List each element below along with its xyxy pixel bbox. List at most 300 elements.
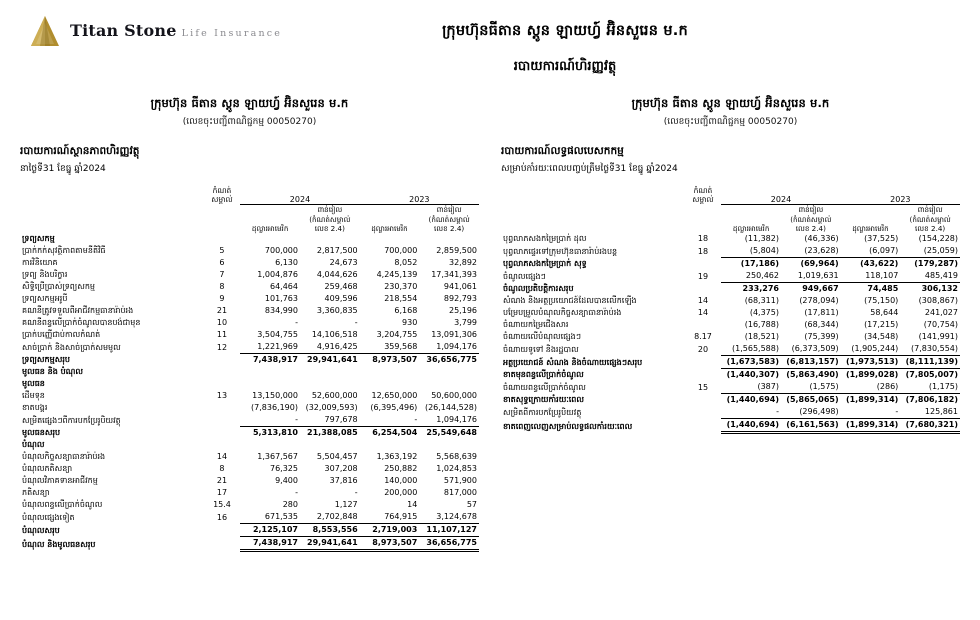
- row-value-2023-khr: (8,111,139): [900, 356, 960, 369]
- statement-title-right: របាយការណ៍លទ្ធផលបេសកកម្ម: [501, 145, 624, 157]
- row-value-2024-khr: (6,813,157): [781, 356, 841, 369]
- row-label: បុព្វលាភផ្ទេរទៅក្រុមហ៊ុនធានារ៉ាប់រងបន្ត: [503, 246, 618, 256]
- unit-khr-line3: លេខ 2.4): [314, 223, 345, 233]
- row-value-2023-usd: (1,899,028): [841, 369, 901, 382]
- row-note: [204, 233, 241, 245]
- row-label: បុព្វលាភសងកម្រៃប្រាក់ សុទ្ធ: [503, 259, 587, 269]
- registration-number-right: (លេខចុះបញ្ជីពាណិជ្ជកម្ម 00050270): [663, 117, 798, 127]
- row-note: 11: [216, 330, 228, 340]
- row-value-2024-usd: (11,382): [744, 234, 779, 244]
- row-label: ចំណូលផ្សេងៗ: [503, 271, 546, 281]
- table-row: [20, 524, 479, 537]
- financial-position-rows: [20, 233, 479, 551]
- row-value-2023-khr: 2,859,500: [436, 246, 477, 256]
- table-row: [20, 439, 479, 451]
- table-row: [20, 341, 479, 354]
- row-note: 5: [219, 246, 225, 256]
- row-value-2023-khr: 1,094,176: [436, 342, 477, 352]
- row-value-2024-khr: 29,941,641: [300, 354, 360, 367]
- row-value-2023-khr: (7,806,182): [900, 394, 960, 407]
- row-value-2024-usd: (1,440,307): [721, 369, 781, 382]
- row-value-2023-usd: 8,973,507: [360, 537, 420, 551]
- row-value-2023-usd: (1,899,314): [841, 394, 901, 407]
- row-value-2023-khr: 57: [466, 500, 477, 510]
- row-note: [204, 354, 241, 367]
- row-value-2024-usd: (7,836,190): [251, 403, 298, 413]
- row-label: បម្រែបម្រួលបំណុលកិច្ចសន្យាធានារ៉ាប់រង: [503, 308, 622, 318]
- table-row: [20, 329, 479, 341]
- company-name: ក្រុមហ៊ុន ធីតាន ស្តូន ឡាយហ្វ៍ អ៊ិនសួរេន ម.ក: [150, 96, 349, 110]
- row-value-2024-khr: (5,865,065): [781, 394, 841, 407]
- row-value-2023-usd: -: [895, 407, 899, 417]
- row-label: សិទ្ធិប្រើប្រាស់ទ្រព្យសកម្ម: [22, 282, 96, 292]
- row-value-2024-usd: -: [295, 488, 298, 498]
- row-note: 14: [216, 452, 228, 462]
- row-value-2023-khr: 32,892: [449, 258, 477, 268]
- row-note: 6: [219, 258, 225, 268]
- row-label: មូលធនសរុប: [22, 428, 61, 438]
- table-row: [20, 378, 479, 390]
- row-value-2023-usd: 14: [407, 500, 418, 510]
- row-note: [204, 427, 241, 440]
- registration-number: (លេខចុះបញ្ជីពាណិជ្ជកម្ម 00050270): [182, 117, 317, 127]
- row-value-2023-usd: 118,107: [865, 271, 899, 281]
- table-row: [501, 369, 960, 382]
- row-value-2024-khr: 259,468: [324, 282, 358, 292]
- row-note: 9: [219, 294, 225, 304]
- row-value-2024-usd: 7,438,917: [240, 537, 300, 551]
- row-value-2024-usd: (68,311): [744, 296, 779, 306]
- row-value-2024-khr: (75,399): [804, 332, 839, 342]
- row-value-2023-usd: (34,548): [864, 332, 899, 342]
- header-year-2023-right: 2023: [841, 186, 960, 205]
- row-value-2023-khr: (1,175): [928, 382, 958, 392]
- statement-of-financial-position: [14, 96, 485, 552]
- row-note: 8: [219, 282, 225, 292]
- table-header: [20, 186, 479, 233]
- row-label: ទ្រព្យសកម្មអរូបី: [22, 294, 68, 304]
- row-value-2024-usd: 2,125,107: [240, 524, 300, 537]
- company-name-right: ក្រុមហ៊ុន ធីតាន ស្តូន ឡាយហ្វ៍ អ៊ិនសួរេន ម.ក: [631, 96, 830, 110]
- header-unit-khr-2023-right: [900, 205, 960, 234]
- row-value-2024-usd: 1,221,969: [257, 342, 298, 352]
- row-value-2023-khr: 17,341,393: [431, 270, 477, 280]
- table-row: [20, 475, 479, 487]
- unit-usd-label-r2: ដុល្លារអាមេរិក: [852, 223, 889, 233]
- row-value-2024-khr: 5,504,457: [316, 452, 358, 462]
- row-note: [204, 524, 241, 537]
- row-note: [685, 369, 722, 382]
- header-year-2024: 2024: [240, 186, 359, 205]
- row-value-2024-khr: (23,628): [804, 246, 839, 256]
- table-row: [20, 427, 479, 440]
- table-row: [20, 293, 479, 305]
- row-value-2024-usd: 6,130: [275, 258, 298, 268]
- table-row: [20, 451, 479, 463]
- page-subtitle: របាយការណ៍ហិរញ្ញវត្ថុ: [513, 59, 617, 74]
- row-value-2023-khr: 3,124,678: [436, 512, 477, 522]
- row-value-2024-khr: 1,127: [334, 500, 358, 510]
- row-value-2024-khr: (69,964): [781, 258, 841, 271]
- table-header-row-2: [20, 205, 479, 234]
- row-value-2023-khr: 1,094,176: [436, 415, 477, 425]
- row-value-2024-usd: 101,763: [264, 294, 298, 304]
- header-unit-usd-2024-right: [721, 205, 781, 234]
- financial-statements-body: [0, 96, 980, 552]
- unit-khr-line1-r2: ពាន់រៀល: [917, 205, 943, 215]
- row-value-2024-khr: (6,161,563): [781, 419, 841, 433]
- row-value-2023-usd: (17,215): [864, 320, 899, 330]
- brand-name: Titan Stone: [70, 20, 177, 40]
- row-label: បំណុលភតិសន្យា: [22, 464, 73, 474]
- row-value-2024-khr: 949,667: [781, 283, 841, 296]
- header-spacer-r1: [501, 186, 685, 205]
- row-value-2023-khr: 241,027: [924, 308, 958, 318]
- table-row: [501, 283, 960, 296]
- header-spacer-2: [20, 205, 204, 234]
- table-row: [501, 245, 960, 258]
- row-note: [204, 414, 241, 427]
- row-label: ចំណាយលើបំណុលផ្សេងៗ: [503, 332, 581, 342]
- unit-khr-line3-r2: លេខ 2.4): [915, 223, 946, 233]
- table-row: [501, 295, 960, 307]
- table-row: [501, 270, 960, 283]
- row-label: គណនីត្រូវទទួលពីអាជីវកម្មធានារ៉ាប់រង: [22, 306, 134, 316]
- row-value-2023-usd: [360, 378, 420, 390]
- row-value-2024-usd: 76,325: [269, 464, 298, 474]
- header-unit-khr-2024-right: [781, 205, 841, 234]
- row-value-2023-khr: 36,656,775: [419, 354, 479, 367]
- statement-title: របាយការណ៍ស្ថានភាពហិរញ្ញវត្ថុ: [20, 145, 140, 157]
- row-label: ប្រាក់បញ្ញើជាប់កាលកំណត់: [22, 330, 101, 340]
- row-label: ចំណាយកម្រៃជើងសារ: [503, 320, 569, 330]
- header-year-2024-right: 2024: [721, 186, 840, 205]
- row-value-2023-khr: (26,144,528): [424, 403, 477, 413]
- row-value-2023-usd: 6,254,504: [360, 427, 420, 440]
- row-value-2023-khr: [419, 233, 479, 245]
- row-value-2023-usd: [360, 233, 420, 245]
- row-value-2024-usd: (387): [757, 382, 779, 392]
- row-value-2023-usd: 764,915: [384, 512, 418, 522]
- table-row: [20, 511, 479, 524]
- row-value-2023-usd: (1,905,244): [851, 344, 899, 354]
- table-row: [20, 463, 479, 475]
- row-label: ខាតសុទ្ធក្រោយកាំរយៈពេល: [503, 395, 584, 405]
- row-value-2024-khr: 2,817,500: [316, 246, 358, 256]
- unit-khr-line1: ពាន់រៀល: [317, 205, 343, 215]
- row-note: [204, 439, 241, 451]
- row-value-2023-usd: 2,719,003: [360, 524, 420, 537]
- unit-khr-line2-b: (កំណត់សម្គាល់: [428, 214, 470, 224]
- row-label: ចំណាយទូទៅ និងរដ្ឋបាល: [503, 344, 579, 354]
- row-value-2023-usd: [360, 439, 420, 451]
- row-value-2024-khr: (278,094): [799, 296, 839, 306]
- titan-stone-diamond-logo-icon: [28, 14, 62, 48]
- row-note: 13: [216, 391, 228, 401]
- page-title: ក្រុមហ៊ុនធីតាន ស្តូន ឡាយហ្វ៍ អ៊ិនសួរេន ម.ក: [442, 23, 688, 39]
- header-note-line2: សម្គាល់: [211, 195, 233, 205]
- unit-khr-line3-b: លេខ 2.4): [434, 223, 465, 233]
- header-spacer: [20, 186, 204, 205]
- table-row: [20, 487, 479, 499]
- header-note-line1: កំណត់: [212, 186, 232, 195]
- row-value-2024-usd: 64,464: [269, 282, 298, 292]
- row-value-2024-khr: (6,373,509): [791, 344, 839, 354]
- row-label: ចំណាយពន្ធលើប្រាក់ចំណូល: [503, 382, 586, 392]
- row-note: 15: [697, 382, 709, 392]
- table-row: [501, 406, 960, 419]
- row-label: ខាតមុនពន្ធលើប្រាក់ចំណូល: [503, 370, 584, 380]
- row-note: [685, 419, 722, 433]
- row-label: ចំណូលប្រតិបត្តិការសរុប: [503, 284, 574, 294]
- row-value-2024-khr: (32,009,593): [305, 403, 358, 413]
- row-value-2024-khr: 14,106,518: [311, 330, 358, 340]
- row-value-2023-usd: (75,150): [864, 296, 899, 306]
- row-value-2023-usd: (286): [876, 382, 899, 392]
- header-spacer-3: [204, 205, 241, 234]
- header-unit-khr-2023: [419, 205, 479, 234]
- row-value-2024-khr: 29,941,641: [300, 537, 360, 551]
- table-row: [20, 281, 479, 293]
- table-row: [20, 317, 479, 329]
- table-row: [501, 233, 960, 245]
- row-note: [204, 537, 241, 551]
- row-value-2024-khr: (68,344): [804, 320, 839, 330]
- row-value-2023-usd: 930: [402, 318, 418, 328]
- row-value-2024-usd: (1,440,694): [721, 394, 781, 407]
- row-value-2023-khr: 571,900: [443, 476, 477, 486]
- row-value-2024-usd: 7,438,917: [240, 354, 300, 367]
- row-value-2024-khr: 1,019,631: [797, 271, 839, 281]
- row-value-2024-khr: 52,600,000: [311, 391, 358, 401]
- row-value-2023-khr: 125,861: [924, 407, 958, 417]
- row-label: បំណុលពន្ធលើប្រាក់ចំណូល: [22, 500, 103, 510]
- row-label: ប្រាក់កក់សុវត្ថិភាពតាមនីតិវិធី: [22, 246, 106, 256]
- row-value-2024-khr: 3,360,835: [316, 306, 358, 316]
- row-value-2024-khr: 4,044,626: [316, 270, 358, 280]
- row-value-2024-khr: 2,702,848: [316, 512, 358, 522]
- table-row: [501, 258, 960, 271]
- row-label: អត្ថប្រយោជន៍ សំណង និងចំណាយផ្សេងៗសរុប: [503, 357, 643, 367]
- row-note: 8.17: [694, 332, 712, 342]
- row-value-2023-usd: (6,097): [869, 246, 899, 256]
- row-note: [204, 366, 241, 378]
- row-value-2023-usd: 12,650,000: [371, 391, 418, 401]
- row-value-2024-khr: [300, 233, 360, 245]
- unit-usd-label-2: ដុល្លារអាមេរិក: [371, 223, 408, 233]
- table-header-row-1-right: [501, 186, 960, 205]
- table-row: [20, 305, 479, 317]
- document-header: [0, 0, 980, 96]
- table-row: [501, 356, 960, 369]
- row-value-2024-usd: 1,004,876: [257, 270, 298, 280]
- row-value-2024-khr: (1,575): [809, 382, 839, 392]
- table-row: [501, 331, 960, 343]
- table-row: [20, 354, 479, 367]
- header-note: [204, 186, 241, 205]
- table-header-right: [501, 186, 960, 233]
- row-note: [685, 319, 722, 331]
- row-value-2023-usd: 218,554: [384, 294, 418, 304]
- row-value-2024-khr: [300, 378, 360, 390]
- row-note: 14: [697, 308, 709, 318]
- row-value-2024-usd: 834,990: [264, 306, 298, 316]
- row-value-2023-khr: (154,228): [918, 234, 958, 244]
- row-value-2023-usd: [360, 366, 420, 378]
- row-note: 18: [697, 246, 709, 256]
- header-spacer-r3: [685, 205, 722, 234]
- row-value-2024-khr: -: [354, 488, 358, 498]
- row-value-2023-khr: 50,600,000: [431, 391, 477, 401]
- header-unit-usd-2023-right: [841, 205, 901, 234]
- unit-khr-line2-r: (កំណត់សម្គាល់: [790, 214, 832, 224]
- row-note: 17: [216, 488, 228, 498]
- table-row: [20, 499, 479, 511]
- row-value-2024-usd: 280: [282, 500, 298, 510]
- row-value-2023-khr: 36,656,775: [419, 537, 479, 551]
- row-value-2024-usd: 700,000: [264, 246, 298, 256]
- row-label: មូលធន: [22, 379, 45, 389]
- row-value-2024-usd: 671,535: [264, 512, 298, 522]
- row-value-2023-usd: 3,204,755: [376, 330, 418, 340]
- table-row: [501, 307, 960, 319]
- row-label: ភតិសន្យា: [22, 488, 50, 498]
- row-value-2023-usd: 250,882: [384, 464, 418, 474]
- header-note-line2-r: សម្គាល់: [692, 195, 714, 205]
- row-value-2023-usd: 8,973,507: [360, 354, 420, 367]
- row-note: 18: [697, 234, 709, 244]
- row-label: បំណុល: [22, 440, 45, 450]
- row-value-2024-khr: (46,336): [804, 234, 839, 244]
- row-label: បំណុលវិភាគទានអាជីវកម្ម: [22, 476, 98, 486]
- row-value-2023-usd: (1,973,513): [841, 356, 901, 369]
- row-value-2024-usd: 13,150,000: [252, 391, 298, 401]
- header-unit-usd-2023: [360, 205, 420, 234]
- row-value-2024-usd: (4,375): [749, 308, 779, 318]
- row-note: [685, 258, 722, 271]
- header-unit-khr-2024: [300, 205, 360, 234]
- unit-khr-line2: (កំណត់សម្គាល់: [309, 214, 351, 224]
- row-value-2023-usd: 74,485: [841, 283, 901, 296]
- table-row: [20, 245, 479, 257]
- row-value-2024-khr: 409,596: [324, 294, 358, 304]
- row-value-2023-khr: [419, 439, 479, 451]
- unit-khr-line1-r: ពាន់រៀល: [798, 205, 824, 215]
- row-label: ខាតបង្គរ: [22, 403, 48, 413]
- row-value-2024-usd: (18,521): [744, 332, 779, 342]
- row-value-2023-usd: -: [414, 415, 418, 425]
- table-row: [501, 343, 960, 356]
- comprehensive-income-rows: [501, 233, 960, 433]
- row-note: 7: [219, 270, 225, 280]
- row-value-2024-usd: 3,504,755: [257, 330, 298, 340]
- row-label: បុព្វលាភសងកម្រៃប្រាក់ ដុល: [503, 234, 587, 244]
- row-value-2024-usd: (1,440,694): [721, 419, 781, 433]
- table-row: [20, 366, 479, 378]
- row-value-2024-usd: (1,673,583): [721, 356, 781, 369]
- row-label: គណនីពន្ធលើប្រាក់ចំណូលបានបង់ជាមុន: [22, 318, 141, 328]
- unit-khr-line3-r: លេខ 2.4): [795, 223, 826, 233]
- row-value-2023-khr: 13,091,306: [431, 330, 477, 340]
- row-value-2023-usd: 359,568: [384, 342, 418, 352]
- left-sheet-header: [20, 96, 479, 129]
- table-row: [20, 269, 479, 281]
- row-value-2024-usd: [240, 233, 300, 245]
- row-value-2023-usd: 6,168: [394, 306, 418, 316]
- row-value-2023-usd: (6,395,496): [370, 403, 418, 413]
- table-row: [20, 233, 479, 245]
- table-row: [20, 537, 479, 551]
- row-note: [685, 283, 722, 296]
- row-label: បំណុល និងមូលធនសរុប: [22, 539, 96, 549]
- table-row: [501, 381, 960, 394]
- row-note: 10: [216, 318, 228, 328]
- row-value-2024-khr: -: [354, 318, 358, 328]
- row-label: ទ្រព្យសកម្មសរុប: [22, 355, 70, 365]
- financial-position-table: [20, 186, 479, 552]
- header-note-right: [685, 186, 722, 205]
- comprehensive-income-table: [501, 186, 960, 434]
- brand-tagline: Life Insurance: [181, 27, 283, 39]
- row-value-2024-usd: 250,462: [745, 271, 779, 281]
- row-value-2024-khr: 4,916,425: [316, 342, 358, 352]
- row-value-2024-usd: -: [776, 407, 779, 417]
- row-value-2024-usd: 233,276: [721, 283, 781, 296]
- unit-usd-label: ដុល្លារអាមេរិក: [251, 223, 289, 233]
- row-value-2024-usd: 1,367,567: [257, 452, 298, 462]
- row-value-2023-khr: 11,107,127: [419, 524, 479, 537]
- row-value-2023-khr: 1,024,853: [436, 464, 477, 474]
- row-value-2023-khr: (141,991): [918, 332, 958, 342]
- statement-period: នាថ្ងៃទី31 ខែធ្នូ ឆ្នាំ2024: [20, 164, 106, 174]
- row-value-2024-usd: [240, 366, 300, 378]
- row-label: បំណុលផ្សេងទៀត: [22, 512, 75, 522]
- row-value-2024-khr: 797,678: [324, 415, 358, 425]
- row-value-2024-usd: -: [295, 415, 298, 425]
- row-value-2023-khr: (308,867): [918, 296, 958, 306]
- row-value-2023-usd: (43,622): [841, 258, 901, 271]
- row-value-2024-usd: 5,313,810: [240, 427, 300, 440]
- row-value-2024-usd: (1,565,588): [732, 344, 779, 354]
- unit-usd-label-r: ដុល្លារអាមេរិក: [732, 223, 770, 233]
- row-value-2023-khr: 5,568,639: [436, 452, 477, 462]
- header-year-2023: 2023: [360, 186, 479, 205]
- row-value-2024-usd: [240, 439, 300, 451]
- row-value-2024-khr: 307,208: [324, 464, 358, 474]
- table-header-row-1: [20, 186, 479, 205]
- row-value-2024-usd: -: [295, 318, 298, 328]
- row-note: 20: [697, 344, 709, 354]
- table-row: [501, 419, 960, 433]
- row-value-2024-usd: 9,400: [275, 476, 298, 486]
- row-value-2024-khr: 21,388,085: [300, 427, 360, 440]
- row-label: សម្រិតផ្សេងៗពីការបកប្រែរូបិយវត្ថុ: [22, 415, 121, 425]
- row-note: 21: [216, 306, 228, 316]
- row-note: 12: [216, 342, 228, 352]
- row-value-2024-khr: (17,811): [804, 308, 839, 318]
- row-value-2023-khr: (7,805,007): [900, 369, 960, 382]
- row-note: [685, 394, 722, 407]
- row-value-2023-usd: 8,052: [394, 258, 418, 268]
- table-row: [20, 414, 479, 427]
- table-row: [501, 319, 960, 331]
- row-value-2023-usd: (37,525): [864, 234, 899, 244]
- row-value-2024-khr: 37,816: [329, 476, 358, 486]
- table-row: [501, 394, 960, 407]
- header-note-line1-r: កំណត់: [693, 186, 713, 195]
- row-value-2023-usd: 230,370: [384, 282, 418, 292]
- row-value-2023-khr: [419, 366, 479, 378]
